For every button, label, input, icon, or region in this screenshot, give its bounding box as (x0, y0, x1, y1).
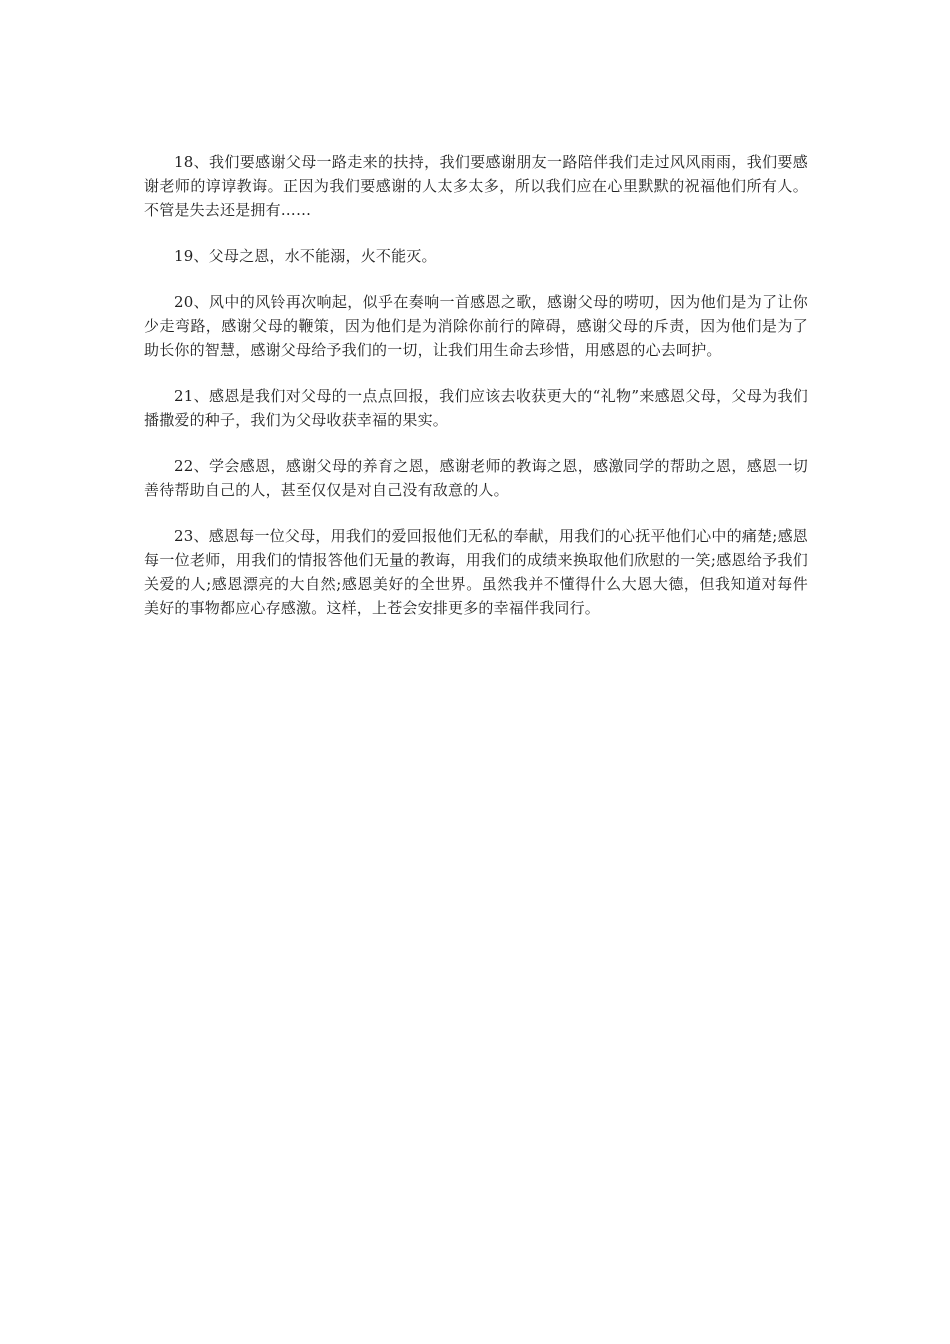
paragraph-18: 18、我们要感谢父母一路走来的扶持，我们要感谢朋友一路陪伴我们走过风风雨雨，我们要感谢老师的谆谆教诲。正因为我们要感谢的人太多太多，所以我们应在心里默默的祝福他们所有人。不管是失去还是拥有…… (144, 153, 808, 219)
paragraph-22: 22、学会感恩，感谢父母的养育之恩，感谢老师的教诲之恩，感激同学的帮助之恩，感恩一切善待帮助自己的人，甚至仅仅是对自己没有敌意的人。 (144, 457, 808, 499)
paragraph-20: 20、风中的风铃再次响起，似乎在奏响一首感恩之歌，感谢父母的唠叨，因为他们是为了让你少走弯路，感谢父母的鞭策，因为他们是为消除你前行的障碍，感谢父母的斥责，因为他们是为了助长你的智慧，感谢父母给予我们的一切，让我们用生命去珍惜，用感恩的心去呵护。 (144, 293, 808, 359)
paragraph-19: 19、父母之恩，水不能溺，火不能灭。 (174, 247, 437, 265)
paragraph-21: 21、感恩是我们对父母的一点点回报，我们应该去收获更大的“礼物”来感恩父母，父母为我们播撒爱的种子，我们为父母收获幸福的果实。 (144, 387, 808, 429)
paragraph-23: 23、感恩每一位父母，用我们的爱回报他们无私的奉献，用我们的心抚平他们心中的痛楚;感恩每一位老师，用我们的情报答他们无量的教诲，用我们的成绩来换取他们欣慰的一笑;感恩给予我们关爱的人;感恩漂亮的大自然;感恩美好的全世界。虽然我并不懂得什么大恩大德，但我知道对每件美好的事物都应心存感激。这样，上苍会安排更多的幸福伴我同行。 (144, 527, 808, 617)
document-body (144, 150, 808, 642)
